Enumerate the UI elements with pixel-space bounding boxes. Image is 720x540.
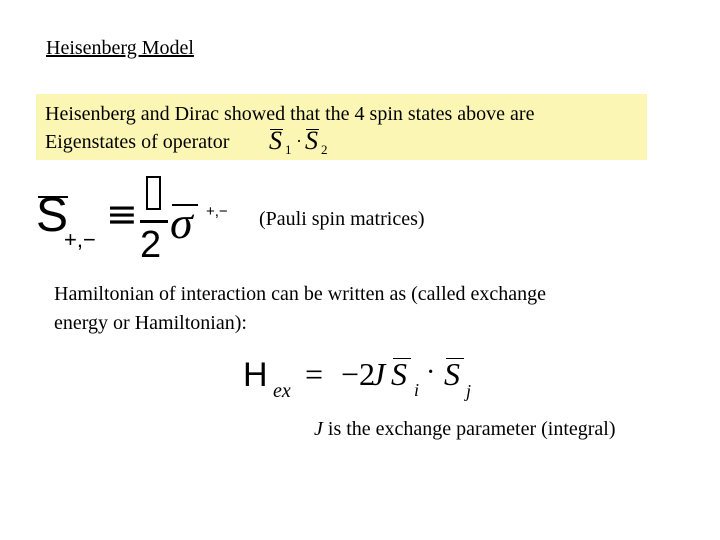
fraction-bar bbox=[140, 220, 168, 223]
pauli-note: (Pauli spin matrices) bbox=[259, 208, 425, 230]
equals-sign: = bbox=[305, 356, 324, 392]
operator-dot: · bbox=[296, 131, 302, 151]
sigma-symbol: σ bbox=[170, 197, 193, 248]
highlight-line-2: Eigenstates of operator bbox=[45, 131, 230, 153]
hamiltonian-subscript: ex bbox=[273, 380, 291, 402]
operator-s2: S bbox=[305, 126, 318, 155]
subscript-i: i bbox=[414, 380, 420, 400]
exchange-parameter-note bbox=[314, 418, 616, 441]
dot-product: · bbox=[426, 357, 436, 388]
spin-operator-subscript: +,− bbox=[64, 227, 96, 252]
equivalence-sign: ≡ bbox=[106, 192, 138, 236]
operator-s1-dot-s2 bbox=[266, 124, 336, 160]
spin-j-symbol: S bbox=[444, 356, 460, 392]
slide-title: Heisenberg Model bbox=[46, 37, 194, 59]
sigma-superscript: +,− bbox=[206, 203, 228, 220]
denominator: 2 bbox=[140, 224, 162, 266]
spin-i-symbol: S bbox=[391, 356, 407, 392]
hamiltonian-symbol: H bbox=[243, 356, 268, 394]
operator-sub2: 2 bbox=[321, 142, 328, 157]
hamiltonian-text-line-1: Hamiltonian of interaction can be written as (called exchange bbox=[54, 283, 547, 305]
exchange-integral-symbol: J bbox=[371, 356, 386, 392]
exchange-parameter-text: is the exchange parameter (integral) bbox=[322, 418, 616, 440]
operator-sub1: 1 bbox=[285, 142, 292, 157]
highlight-line-1: Heisenberg and Dirac showed that the 4 spin states above are bbox=[45, 103, 535, 125]
hamiltonian-text-line-2: energy or Hamiltonian): bbox=[54, 312, 247, 334]
coefficient: −2 bbox=[341, 356, 376, 392]
subscript-j: j bbox=[466, 381, 472, 401]
spin-operator-definition bbox=[34, 174, 264, 274]
exchange-hamiltonian-equation bbox=[243, 350, 483, 410]
operator-s1: S bbox=[269, 126, 282, 155]
spin-operator-symbol: S bbox=[36, 189, 69, 242]
missing-glyph-box bbox=[146, 176, 161, 210]
j-symbol: J bbox=[314, 418, 323, 440]
